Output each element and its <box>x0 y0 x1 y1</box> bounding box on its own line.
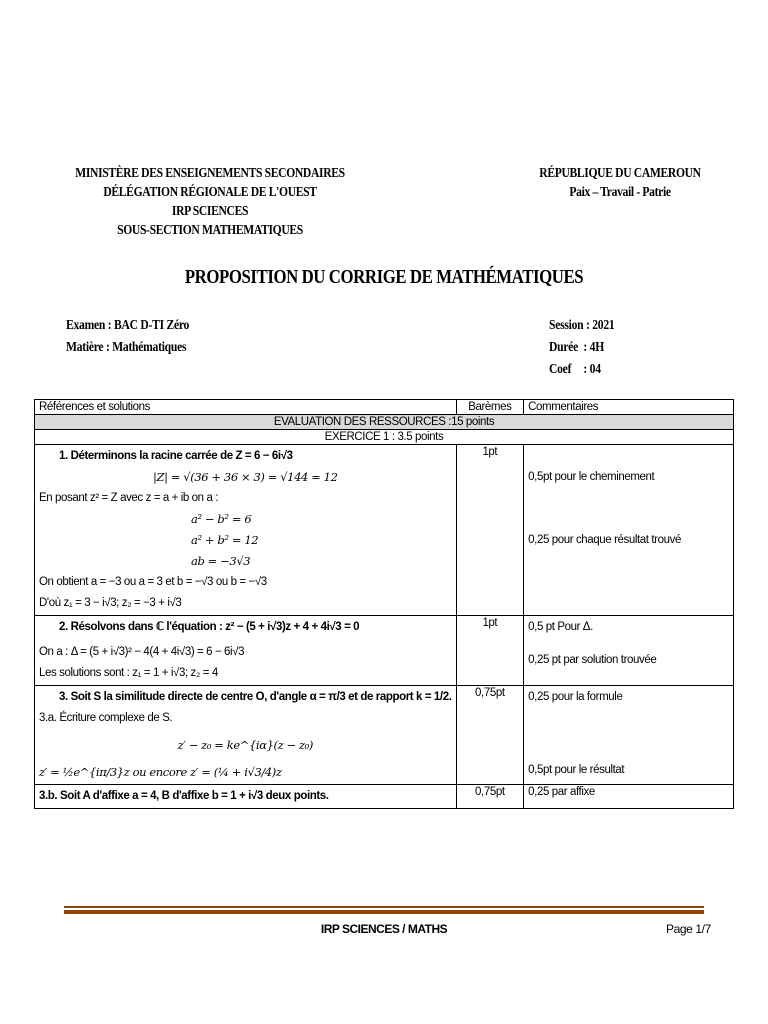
session-label: Session : 2021 <box>549 317 615 332</box>
coef-key: Coef <box>549 361 572 376</box>
q1-obtain: On obtient a = −3 ou a = 3 et b = −√3 ou b = −√3 <box>39 576 267 588</box>
q1-comments <box>524 445 734 616</box>
header-left <box>64 163 356 239</box>
q1-comment-2: 0,25 pour chaque résultat trouvé <box>528 534 681 546</box>
coef-value: : 04 <box>583 361 601 376</box>
q1-system-2: a² + b² = 12 <box>191 533 259 547</box>
delegation-line: DÉLÉGATION RÉGIONALE DE L'OUEST <box>103 184 317 199</box>
q2-delta: On a : Δ = (5 + i√3)² − 4(4 + 4i√3) = 6 − 6i√3 <box>39 646 245 658</box>
q3-solution <box>35 686 457 785</box>
coef-row <box>549 358 614 380</box>
exam-label: Examen : BAC D-TI Zéro <box>66 317 190 332</box>
q1-pose: En posant z² = Z avec z = a + ib on a : <box>39 492 219 504</box>
q1-modulus: |Z| = √(36 + 36 × 3) = √144 = 12 <box>153 470 338 484</box>
q1-bareme: 1pt <box>456 445 524 616</box>
republic-line: RÉPUBLIQUE DU CAMEROUN <box>539 165 701 180</box>
session-meta <box>549 314 614 380</box>
q3b-bareme: 0,75pt <box>456 785 524 809</box>
q3b-comment: 0,25 par affixe <box>524 785 734 809</box>
exercise-title: EXERCICE 1 : 3.5 points <box>35 430 734 445</box>
footer-rule-thin <box>64 906 704 908</box>
school-line: IRP SCIENCES <box>171 203 249 218</box>
q1-system-3: ab = −3√3 <box>191 554 251 568</box>
q3-comment-2: 0,5pt pour le résultat <box>528 764 625 776</box>
q1-title: 1. Déterminons la racine carrée de Z = 6 − 6i√3 <box>59 450 293 462</box>
q3-comment-1: 0,25 pour la formule <box>528 691 623 703</box>
ministry-line: MINISTÈRE DES ENSEIGNEMENTS SECONDAIRES <box>75 165 345 180</box>
q3-comments <box>524 686 734 785</box>
exam-meta <box>66 314 189 358</box>
q3-bareme: 0,75pt <box>456 686 524 785</box>
subject-label: Matière : Mathématiques <box>66 339 187 354</box>
q1-result: D'où z₁ = 3 − i√3; z₂ = −3 + i√3 <box>39 597 182 609</box>
q1-system-1: a² − b² = 6 <box>191 512 252 526</box>
header-baremes: Barèmes <box>456 400 524 415</box>
page-number: Page 1/7 <box>666 922 711 936</box>
section-row <box>35 415 734 430</box>
table-row <box>35 686 734 785</box>
exercise-row <box>35 430 734 445</box>
q2-comments <box>524 616 734 686</box>
q2-comment-1: 0,5 pt Pour Δ. <box>528 621 593 633</box>
header-references: Références et solutions <box>35 400 457 415</box>
q2-title: 2. Résolvons dans ℂ l'équation : z² − (5 + i√3)z + 4 + 4i√3 = 0 <box>59 621 360 633</box>
motto-line: Paix – Travail - Patrie <box>569 184 671 199</box>
q2-bareme: 1pt <box>456 616 524 686</box>
q3b-title: 3.b. Soit A d'affixe a = 4, B d'affixe b = 1 + i√3 deux points. <box>39 790 329 802</box>
q2-solutions: Les solutions sont : z₁ = 1 + i√3; z₂ = 4 <box>39 667 218 679</box>
table-header-row <box>35 400 734 415</box>
q3-formula: z′ − z₀ = ke^{iα}(z − z₀) <box>177 738 313 752</box>
footer-label: IRP SCIENCES / MATHS <box>320 922 448 936</box>
section-line: SOUS-SECTION MATHEMATIQUES <box>117 222 303 237</box>
page-title: PROPOSITION DU CORRIGE DE MATHÉMATIQUES <box>184 266 584 288</box>
table-row <box>35 616 734 686</box>
duration-key: Durée <box>549 339 579 354</box>
solutions-table <box>34 399 734 809</box>
q2-comment-2: 0,25 pt par solution trouvée <box>528 654 657 666</box>
duration-value: : 4H <box>583 339 604 354</box>
q3-result: z′ = ½e^{iπ/3}z ou encore z′ = (¼ + i√3/4)z <box>39 765 282 779</box>
header-right <box>517 163 723 201</box>
q3-sub: 3.a. Écriture complexe de S. <box>39 712 173 724</box>
header-comments: Commentaires <box>524 400 734 415</box>
q2-solution <box>35 616 457 686</box>
q1-comment-1: 0,5pt pour le cheminement <box>528 471 655 483</box>
q3b-solution <box>35 785 457 809</box>
section-title: EVALUATION DES RESSOURCES :15 points <box>35 415 734 430</box>
table-row <box>35 445 734 616</box>
q1-solution <box>35 445 457 616</box>
table-row <box>35 785 734 809</box>
duration-row <box>549 336 614 358</box>
q3-title: 3. Soit S la similitude directe de centre O, d'angle α = π/3 et de rapport k = 1/2. <box>59 691 452 703</box>
footer-rule-thick <box>64 910 704 914</box>
